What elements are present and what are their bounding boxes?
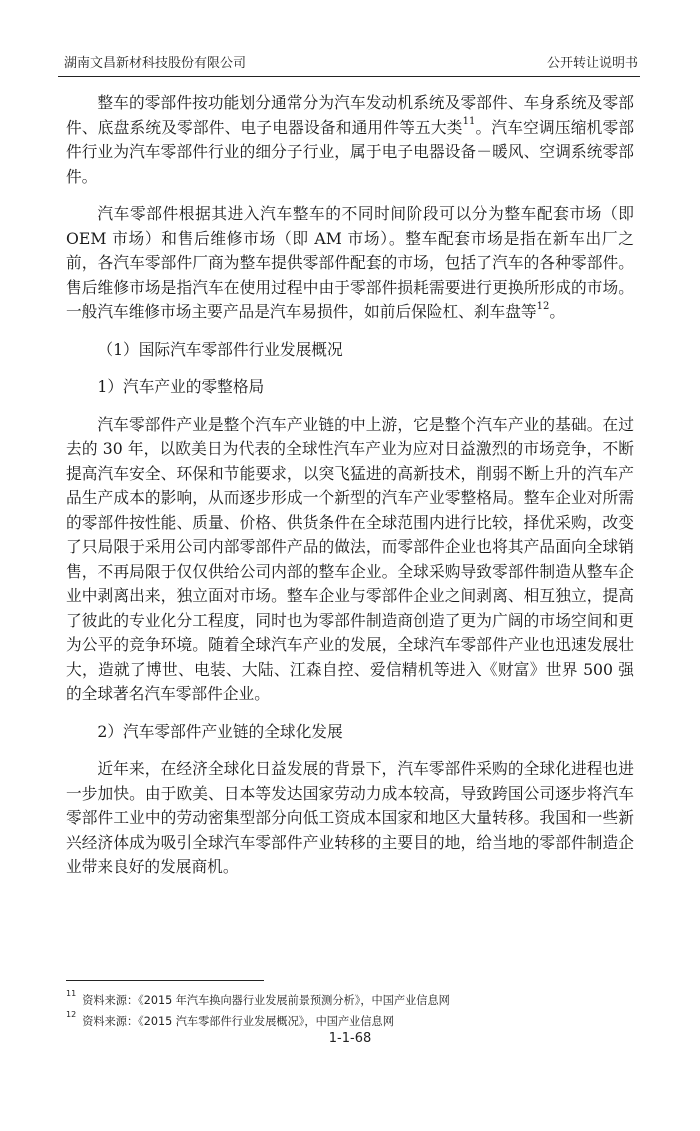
paragraph-globalization: 近年来，在经济全球化日益发展的背景下，汽车零部件采购的全球化进程也进一步加快。由于欧美、日本等发达国家劳动力成本较高，导致跨国公司逐步将汽车零部件工业中的劳动密集型部分向低工资成本国家和地区大量转移。我国和一些新兴经济体成为吸引全球汽车零部件产业转移的主要目的地，给当地的零部件制造企业带来良好的发展商机。 [66, 759, 634, 876]
paragraph-component-categories [66, 91, 634, 189]
main-content [66, 91, 634, 893]
document-title: 公开转让说明书 [546, 56, 638, 71]
footnote-item [66, 990, 636, 1011]
paragraph-text: 汽车零部件根据其进入汽车整车的不同时间阶段可以分为整车配套市场（即OEM 市场）和售后维修市场（即 AM 市场）。整车配套市场是指在新车出厂之前，各汽车零部件厂商为整车提供零部件配套的市场，包括了汽车的各种零部件。售后维修市场是指汽车在使用过程中由于零部件损耗需要进行更换所形成的市场。一般汽车维修市场主要产品是汽车易损件，如前后保险杠、刹车盘等 [66, 204, 634, 321]
page-number: 1-1-68 [328, 1031, 372, 1046]
paragraph-industry-structure: 汽车零部件产业是整个汽车产业链的中上游，它是整个汽车产业的基础。在过去的 30 年，以欧美日为代表的全球性汽车产业为应对日益激烈的市场竞争，不断提高汽车安全、环保和节能要求，以突飞猛进的高新技术，削弱不断上升的汽车产品生产成本的影响，从而逐步形成一个新型的汽车产业零整格局。整车企业对所需的零部件按性能、质量、价格、供货条件在全球范围内进行比较，择优采购，改变了只局限于采用公司内部零部件产品的做法，而零部件企业也将其产品面向全球销售，不再局限于仅仅供给公司内部的整车企业。全球采购导致零部件制造从整车企业中剥离出来，独立面对市场。整车企业与零部件企业之间剥离、相互独立，提高了彼此的专业化分工程度，同时也为零部件制造商创造了更为广阔的市场空间和更为公平的竞争环境。随着全球汽车产业的发展，全球汽车零部件产业也迅速发展壮大，造就了博世、电装、大陆、江森自控、爱信精机等进入《财富》世界 500 强的全球著名汽车零部件企业。 [66, 414, 634, 703]
footnote-ref-11[interactable]: 11 [462, 116, 476, 128]
paragraph-oem-am-markets [66, 202, 634, 325]
footnote-number: 12 [66, 1010, 77, 1020]
company-name: 湖南文昌新材科技股份有限公司 [64, 56, 247, 71]
footnote-item [66, 1011, 636, 1032]
subsection-heading-structure: 1）汽车产业的零整格局 [97, 377, 265, 396]
subsection-heading-globalization: 2）汽车零部件产业链的全球化发展 [97, 721, 343, 741]
footnote-divider [66, 980, 264, 981]
footnote-text: 资料来源：《2015 年汽车换向器行业发展前景预测分析》，中国产业信息网 [82, 994, 450, 1007]
paragraph-text-tail: 。 [549, 302, 566, 321]
footnote-ref-12[interactable]: 12 [536, 300, 550, 312]
paragraph-text: 整车的零部件按功能划分通常分为汽车发动机系统及零部件、车身系统及零部件、底盘系统及零部件、电子电器设备和通用件等五大类 [66, 93, 634, 137]
footnote-number: 11 [66, 989, 77, 999]
footnote-text: 资料来源：《2015 汽车零部件行业发展概况》，中国产业信息网 [82, 1015, 394, 1028]
paragraph-text-tail: 。汽车空调压缩机零部件行业为汽车零部件行业的细分子行业，属于电子电器设备－暖风、空调系统零部件。 [66, 117, 635, 186]
header-divider [58, 76, 640, 77]
footnotes [66, 990, 636, 1032]
section-heading-international: （1）国际汽车零部件行业发展概况 [97, 339, 343, 359]
page-header [58, 52, 640, 76]
